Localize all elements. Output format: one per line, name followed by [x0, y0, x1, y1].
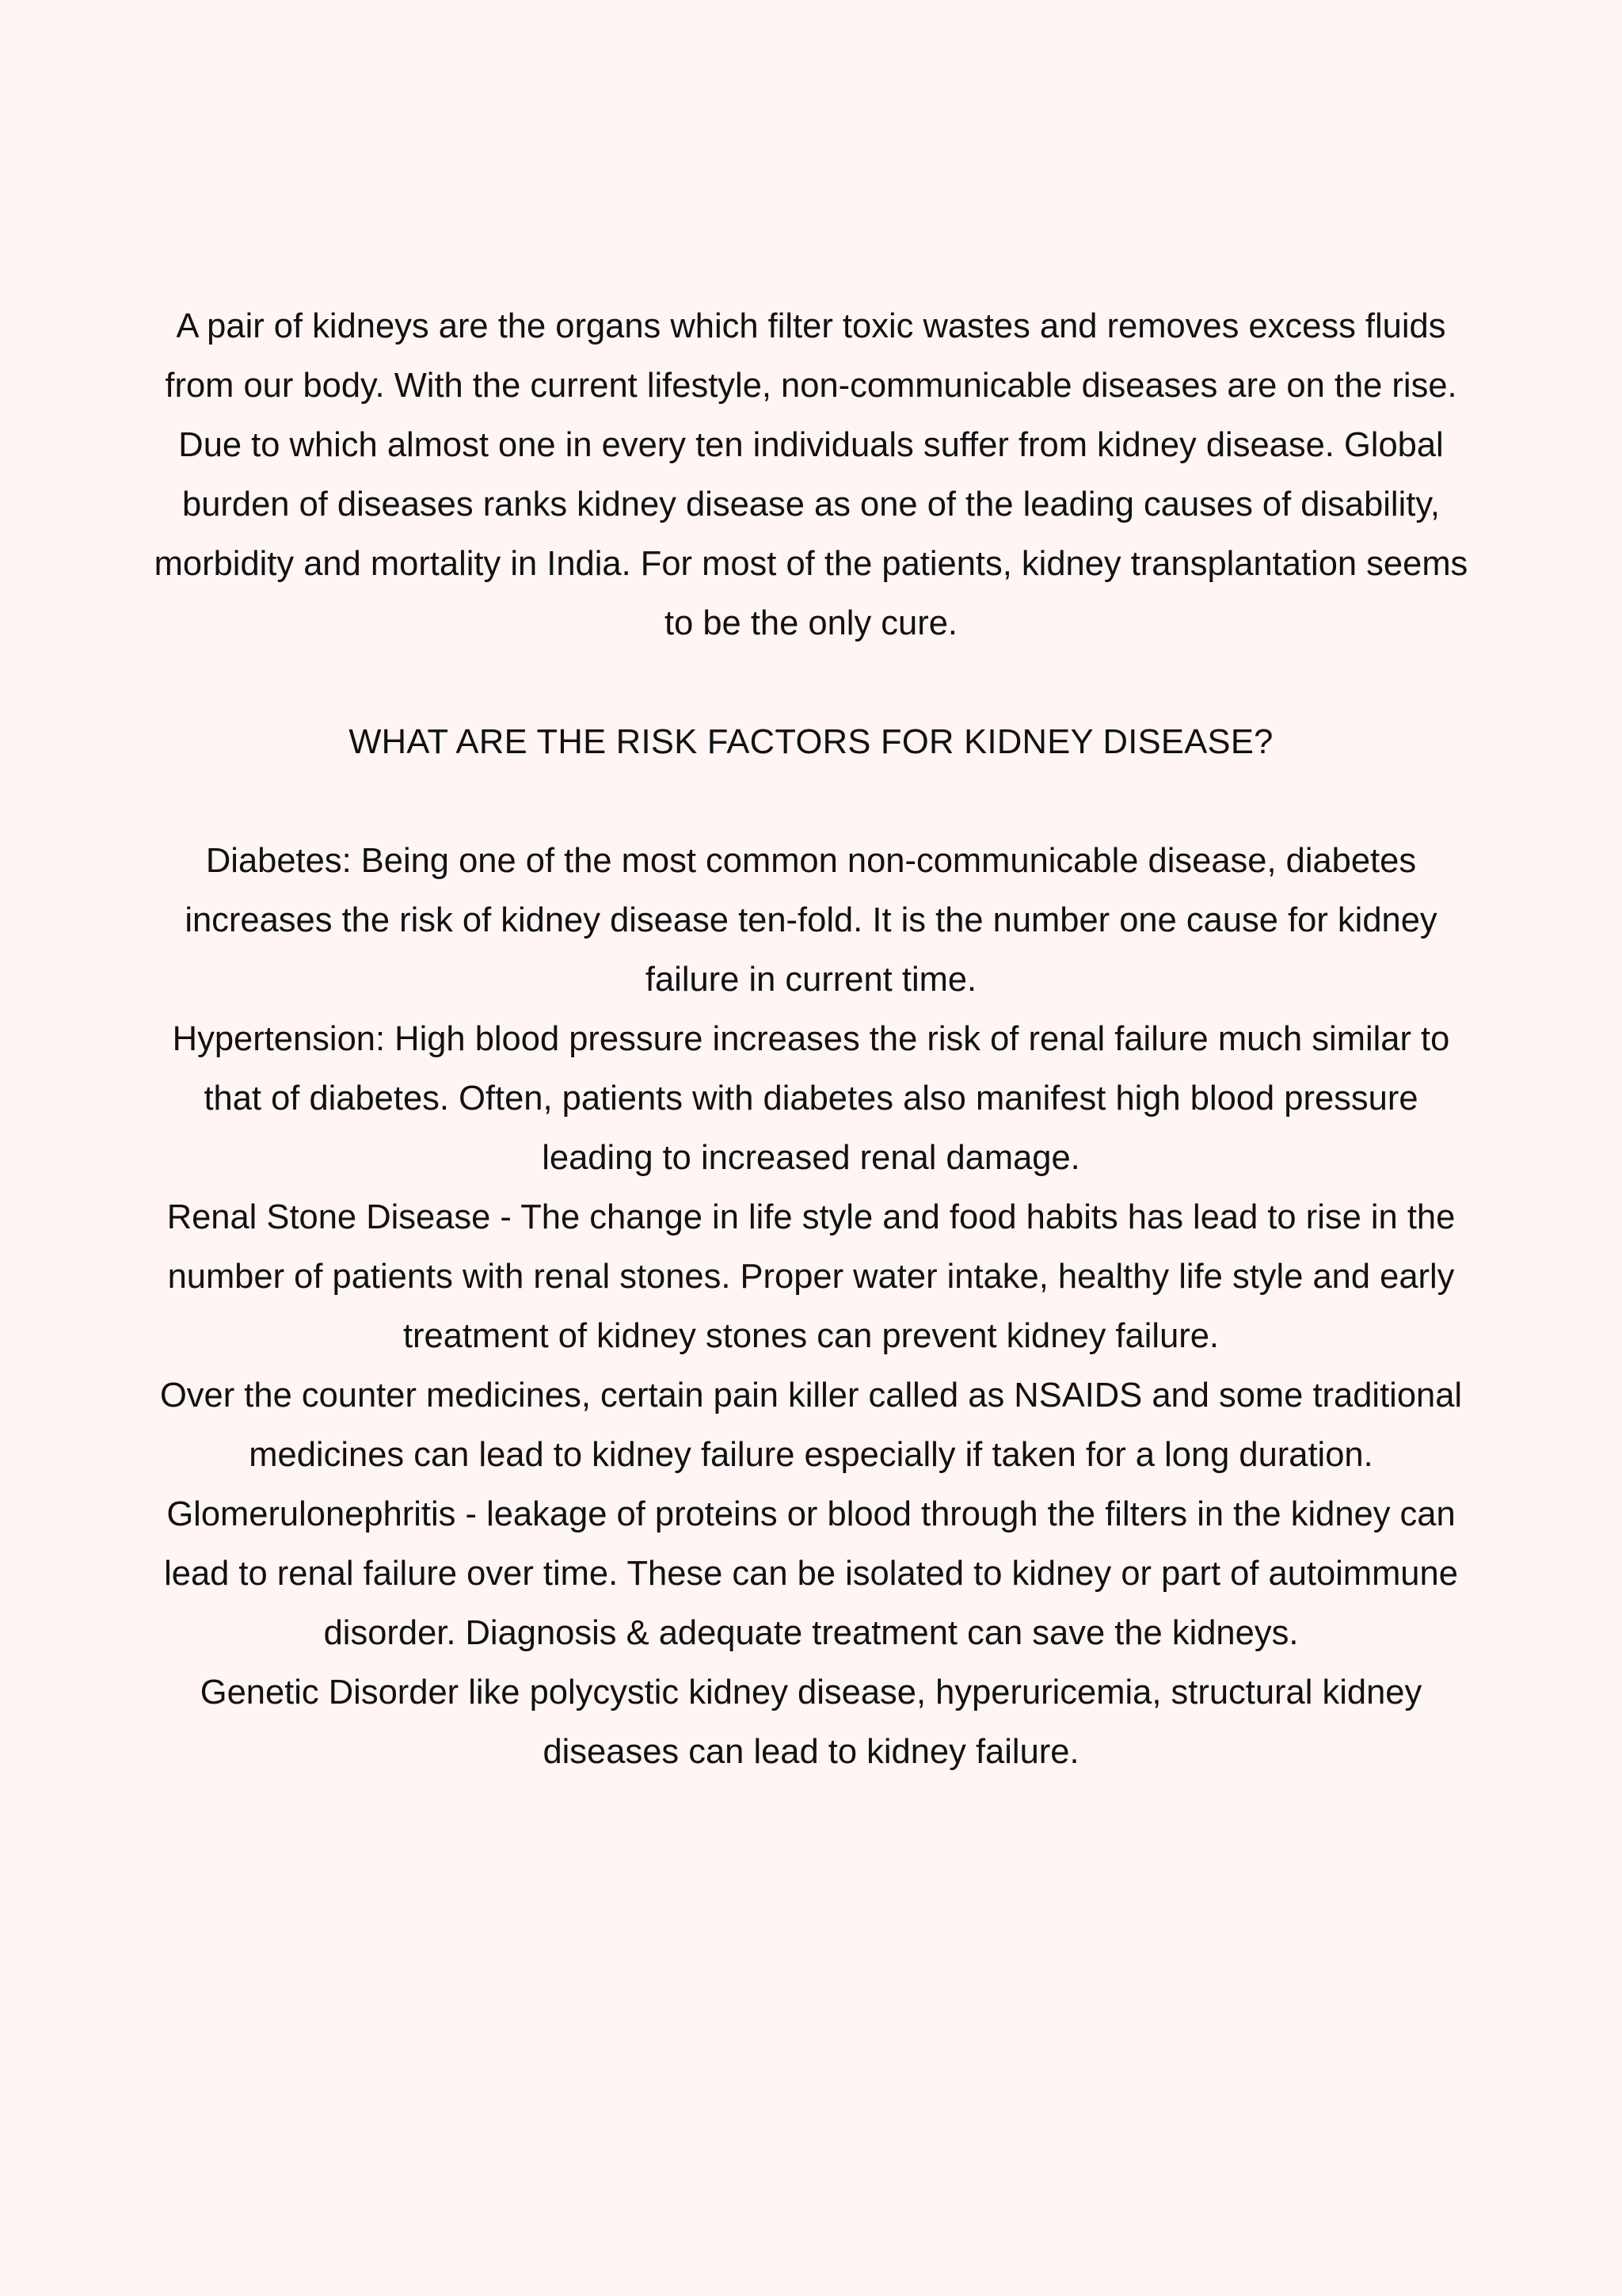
risk-factor-hypertension: Hypertension: High blood pressure increases the risk of renal failure much similar to that of diabetes. Often, patients with diabetes also manifest high blood pressure leading to increased renal damage.	[172, 1020, 1450, 1177]
risk-factor-genetic: Genetic Disorder like polycystic kidney disease, hyperuricemia, structural kidney diseases can lead to kidney failure.	[200, 1673, 1422, 1771]
risk-factor-renal-stone: Renal Stone Disease - The change in life style and food habits has lead to rise in the number of patients with renal stones. Proper water intake, healthy life style and early treatment of kidney stones can prevent kidney failure.	[166, 1198, 1456, 1355]
risk-factor-glomerulonephritis: Glomerulonephritis - leakage of proteins or blood through the filters in the kidney can lead to renal failure over time. These can be isolated to kidney or part of autoimmune disorder. Diagnosis & adequate treatment can save the kidneys.	[164, 1495, 1458, 1652]
risk-factor-diabetes: Diabetes: Being one of the most common non-communicable disease, diabetes increases the risk of kidney disease ten-fold. It is the number one cause for kidney failure in current time.	[185, 842, 1437, 999]
document-body	[146, 297, 1476, 1782]
intro-paragraph: A pair of kidneys are the organs which filter toxic wastes and removes excess fluids from our body. With the current lifestyle, non-communicable diseases are on the rise. Due to which almost one in every ten individuals suffer from kidney disease. Global burden of diseases ranks kidney disease as one of the leading causes of disability, morbidity and mortality in India. For most of the patients, kidney transplantation seems to be the only cure.	[154, 307, 1468, 642]
section-heading: WHAT ARE THE RISK FACTORS FOR KIDNEY DISEASE?	[348, 723, 1274, 761]
risk-factor-medicines: Over the counter medicines, certain pain killer called as NSAIDS and some traditional medicines can lead to kidney failure especially if taken for a long duration.	[159, 1376, 1463, 1474]
spacer	[146, 772, 1476, 832]
spacer	[146, 653, 1476, 713]
